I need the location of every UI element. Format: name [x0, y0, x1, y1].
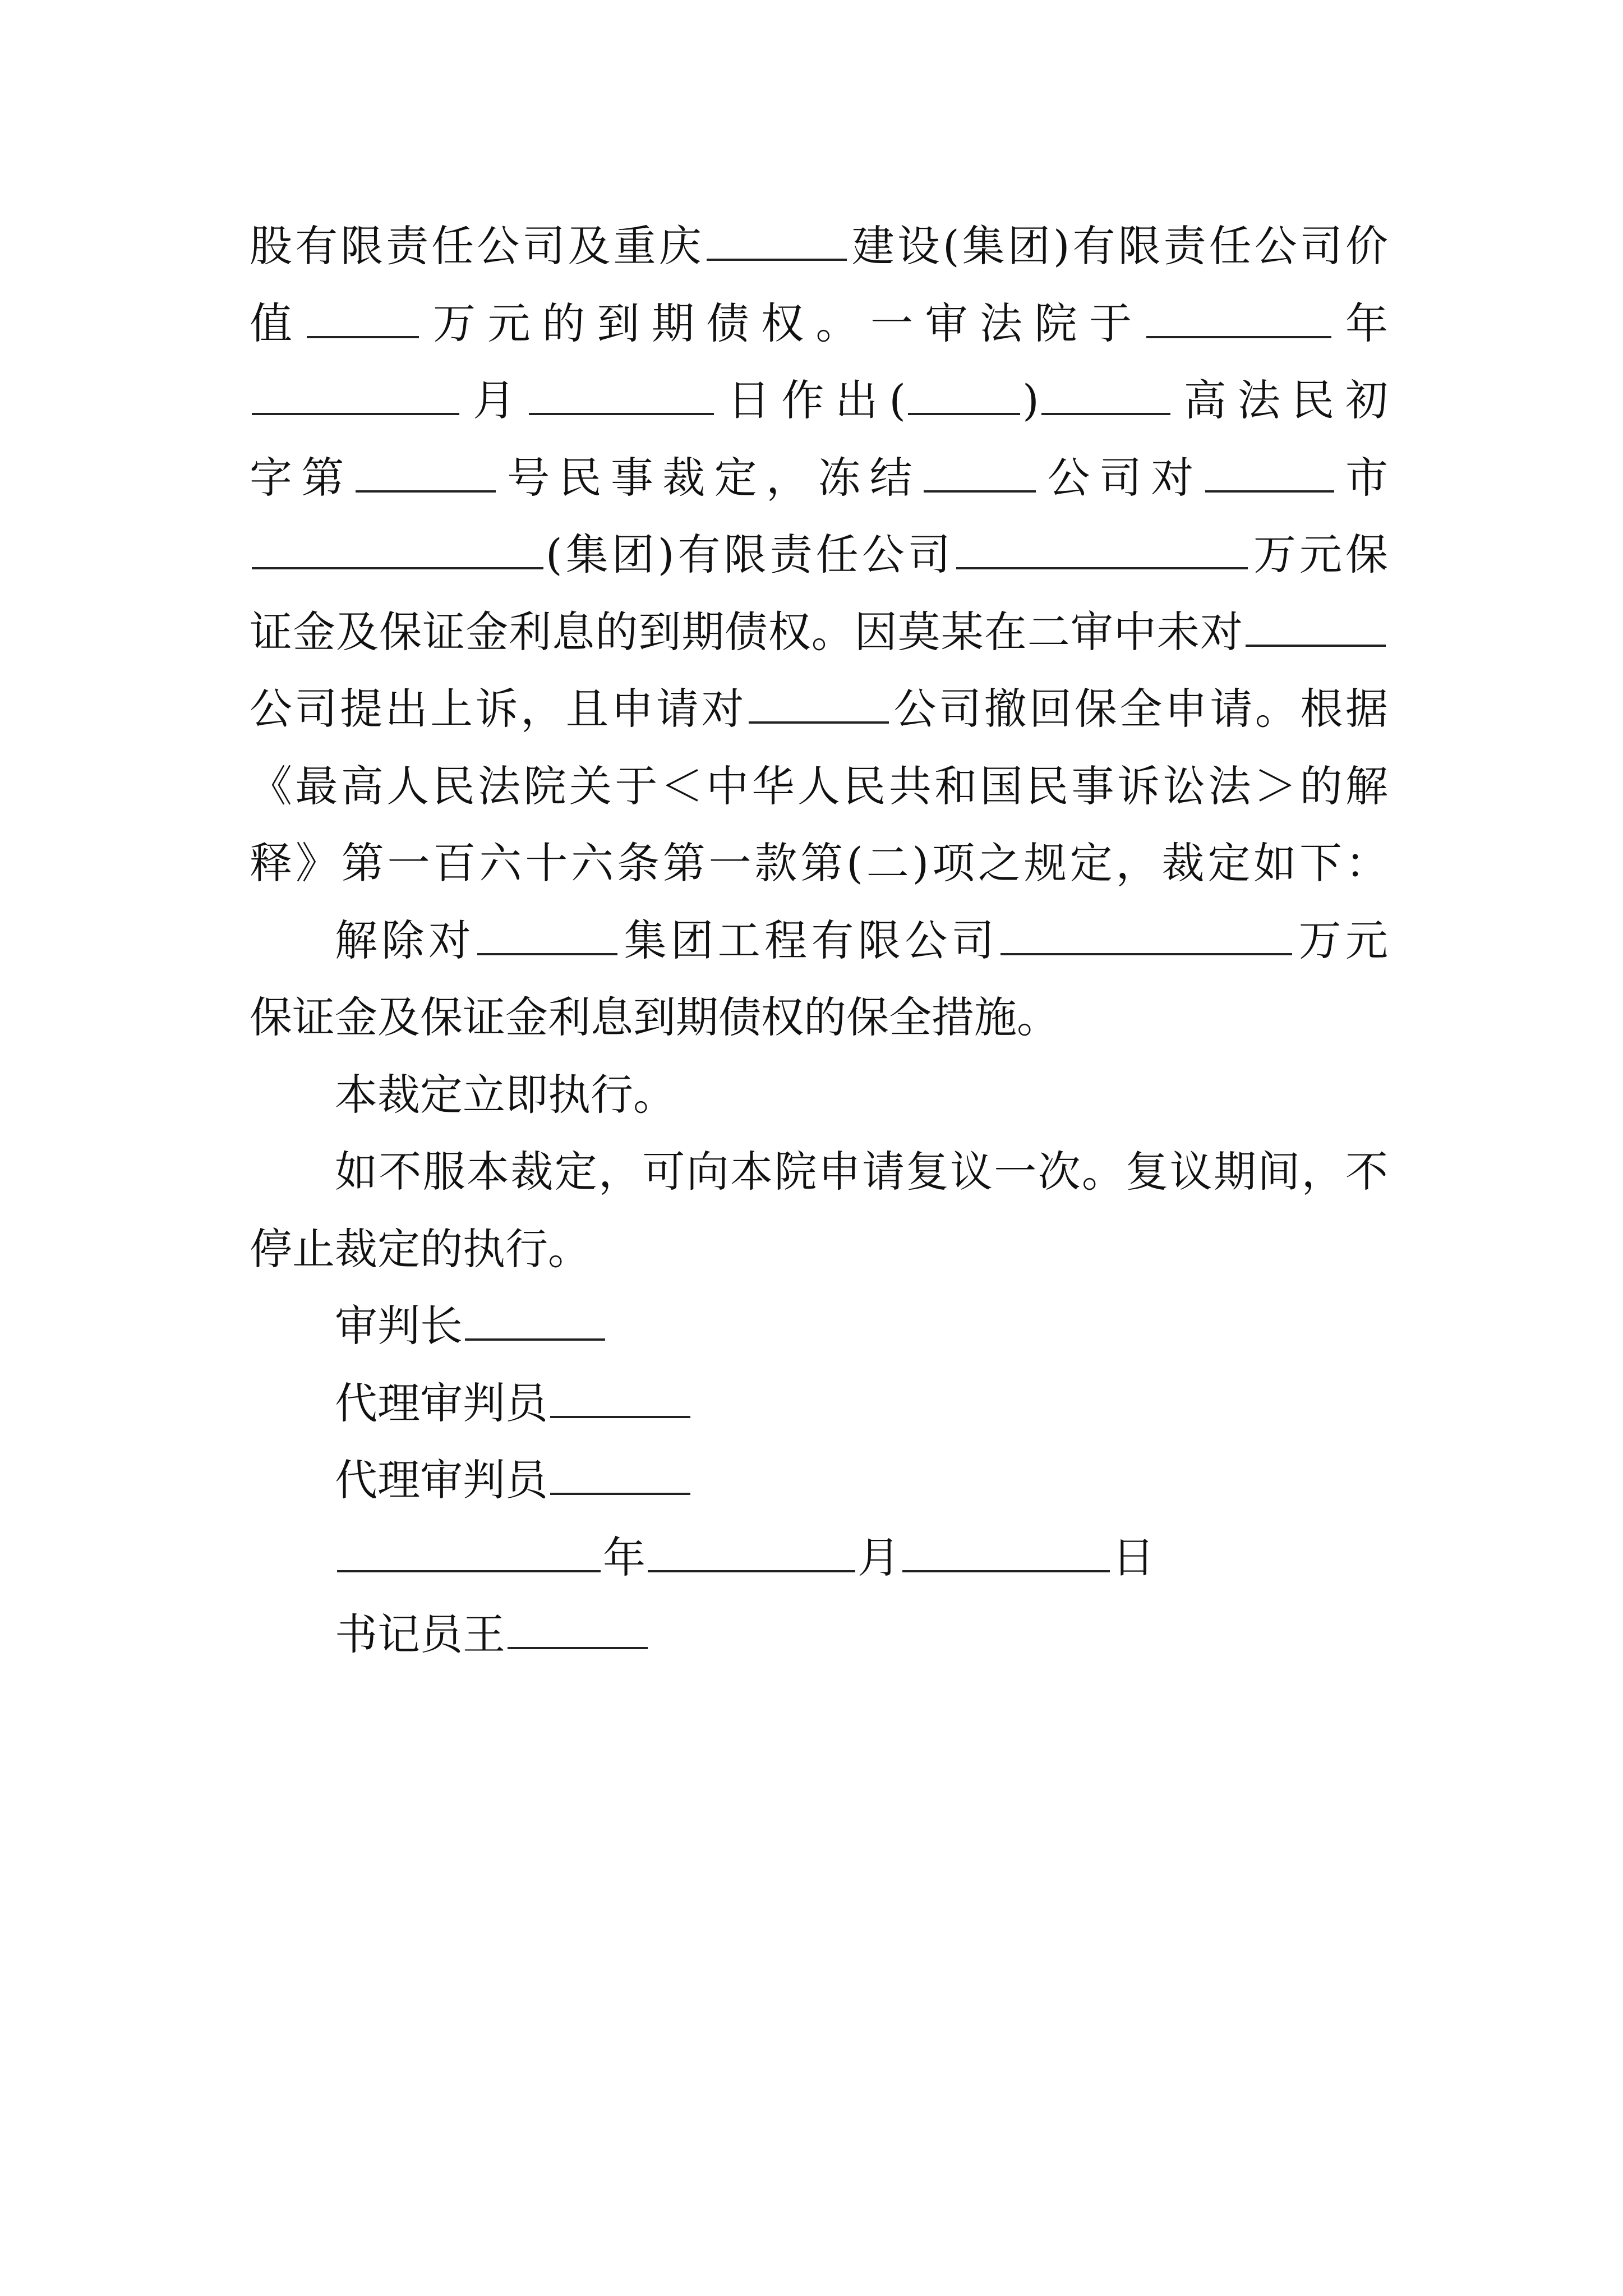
text-line-13 — [250, 1133, 1388, 1211]
blank-field — [252, 523, 543, 569]
blank-field — [252, 369, 459, 415]
text-line-10 — [250, 902, 1388, 979]
text-segment: 年 — [603, 1532, 645, 1582]
blank-field — [924, 447, 1036, 493]
text-line-2 — [250, 285, 1388, 362]
text-line-6 — [250, 593, 1388, 671]
text-segment: 市 — [1336, 452, 1388, 503]
text-segment: 证金及保证金利息的到期债权。因莫某在二审中未对 — [250, 606, 1243, 657]
blank-field — [908, 369, 1020, 415]
blank-field — [749, 678, 889, 724]
text-segment: 股有限责任公司及重庆 — [250, 221, 704, 271]
text-segment: 高法民初 — [1172, 375, 1388, 425]
text-segment: 本裁定立即执行。 — [335, 1069, 676, 1120]
signature-line-acting-judge-2 — [250, 1442, 1388, 1519]
text-line-14 — [250, 1211, 1388, 1288]
blank-field — [508, 1603, 648, 1649]
blank-field — [1041, 369, 1170, 415]
text-segment: 释》第一百六十六条第一款第(二)项之规定，裁定如下： — [250, 838, 1388, 888]
blank-field — [1205, 447, 1334, 493]
signature-line-clerk — [250, 1596, 1388, 1673]
text-segment: 代理审判员 — [335, 1455, 548, 1505]
text-segment: 日 — [1112, 1532, 1155, 1582]
text-segment: 值 — [250, 298, 305, 348]
text-segment: 公司提出上诉，且申请对 — [250, 684, 746, 734]
signature-line-presiding-judge — [250, 1287, 1388, 1365]
ruling-text — [250, 208, 1388, 1673]
blank-field — [307, 292, 419, 338]
text-segment: (集团)有限责任公司 — [546, 530, 954, 579]
date-line — [250, 1519, 1388, 1596]
text-line-8 — [250, 748, 1388, 825]
text-line-3 — [250, 362, 1388, 439]
blank-field — [550, 1449, 690, 1495]
text-line-9 — [250, 825, 1388, 902]
text-segment: 书记员王 — [335, 1609, 505, 1659]
signature-line-acting-judge-1 — [250, 1365, 1388, 1442]
text-line-11 — [250, 979, 1388, 1056]
text-segment: 保证金及保证金利息到期债权的保全措施。 — [250, 992, 1059, 1042]
text-segment: 万元的到期债权。一审法院于 — [421, 298, 1144, 348]
blank-field — [1146, 292, 1331, 338]
text-segment: 字第 — [250, 452, 353, 503]
blank-field — [1000, 909, 1292, 955]
text-segment: 审判长 — [335, 1301, 463, 1351]
blank-field — [648, 1526, 855, 1572]
text-segment: 代理审判员 — [335, 1378, 548, 1428]
text-segment: 月 — [857, 1532, 900, 1582]
blank-field — [956, 523, 1248, 569]
text-line-7 — [250, 670, 1388, 748]
text-segment: 万元 — [1294, 915, 1388, 965]
text-segment: 集团工程有限公司 — [620, 915, 999, 965]
text-line-1 — [250, 208, 1388, 285]
blank-field — [550, 1372, 690, 1418]
blank-field — [1246, 601, 1386, 647]
text-line-5 — [250, 516, 1388, 593]
text-line-12 — [250, 1056, 1388, 1134]
blank-field — [477, 909, 617, 955]
text-segment: 年 — [1333, 298, 1388, 348]
text-segment: 日作出( — [716, 375, 906, 425]
text-segment: 公司撤回保全申请。根据 — [891, 684, 1388, 734]
text-segment: 月 — [462, 375, 527, 425]
text-segment: 《最高人民法院关于＜中华人民共和国民事诉讼法＞的解 — [250, 761, 1388, 811]
text-segment: 建设(集团)有限责任公司价 — [849, 221, 1388, 271]
text-segment: 停止裁定的执行。 — [250, 1223, 591, 1274]
text-segment: 解除对 — [335, 915, 476, 965]
text-segment: 号民事裁定，冻结 — [497, 452, 922, 503]
text-segment: 公司对 — [1038, 452, 1203, 503]
text-segment: ) — [1022, 375, 1039, 425]
text-line-4 — [250, 439, 1388, 517]
blank-field — [529, 369, 714, 415]
text-segment: 万元保 — [1249, 530, 1388, 579]
blank-field — [707, 215, 847, 261]
blank-field — [337, 1526, 601, 1572]
blank-field — [465, 1295, 605, 1341]
blank-field — [356, 447, 496, 493]
text-segment: 如不服本裁定，可向本院申请复议一次。复议期间，不 — [335, 1147, 1388, 1197]
blank-field — [902, 1526, 1110, 1572]
